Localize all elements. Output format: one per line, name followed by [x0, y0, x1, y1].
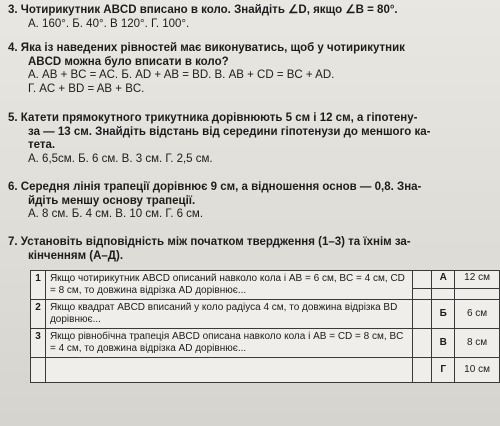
answer-value: 6 см: [455, 300, 500, 329]
problem-5-statement: [8, 112, 492, 153]
problem-text-line: Чотирикутник ABCD вписано в коло. Знайдіть ∠D, якщо ∠B = 80°.: [20, 4, 398, 16]
problem-3: [8, 4, 492, 31]
problem-4: [8, 42, 492, 96]
problem-number: 4.: [8, 42, 18, 54]
statement-number: 3: [31, 329, 46, 358]
problem-3-options: А. 160°. Б. 40°. В 120°. Г. 100°.: [28, 17, 190, 30]
problem-5-options: А. 6,5см. Б. 6 см. В. 3 см. Г. 2,5 см.: [28, 152, 213, 165]
statement-text: Якщо квадрат ABCD вписаний у коло радіуса 4 см, то довжина відрізка BD дорівнює...: [45, 300, 412, 329]
answer-letter: А: [432, 271, 455, 289]
table-row: [31, 358, 500, 383]
matching-table: [30, 270, 500, 383]
problem-number: 5.: [8, 112, 18, 124]
problem-number: 3.: [8, 4, 18, 16]
problem-text-line: Середня лінія трапеції дорівнює 9 см, а відношення основ — 0,8. Зна-: [20, 181, 422, 193]
problem-3-statement: [8, 4, 492, 18]
table-row: [31, 271, 500, 289]
problem-6-statement: [8, 181, 492, 208]
statement-text: Якщо чотирикутник ABCD описаний навколо кола і AB = 6 см, BC = 4 см, CD = 8 см, то довжина відрізка AD дорівнює...: [45, 271, 412, 300]
statement-number: 1: [31, 271, 46, 300]
problem-7-statement: [8, 236, 492, 263]
problem-5: [8, 112, 492, 166]
problem-text-line: за — 13 см. Знайдіть відстань від середини гіпотенузи до меншого ка-: [28, 125, 431, 138]
problem-6: [8, 181, 492, 222]
problem-text-line: кінченням (А–Д).: [28, 249, 124, 262]
problem-text-line: Яка із наведених рівностей має виконуватись, щоб у чотирикутник: [20, 42, 405, 54]
statement-number: 2: [31, 300, 46, 329]
answer-value: 10 см: [455, 358, 500, 383]
problem-text-line: ABCD можна було вписати в коло?: [28, 55, 229, 68]
problem-text-line: Установіть відповідність між початком твердження (1–3) та їхнім за-: [20, 236, 411, 248]
answer-value: 12 см: [455, 271, 500, 289]
answer-letter: В: [432, 329, 455, 358]
problem-4-statement: [8, 42, 492, 69]
problem-4-options: Г. AC + BD = AB + BC.: [28, 82, 145, 95]
problem-6-options: А. 8 см. Б. 4 см. В. 10 см. Г. 6 см.: [28, 208, 204, 220]
statement-text: Якщо рівнобічна трапеція ABCD описана навколо кола і AB = CD = 8 см, BC = 4 см, то довжина відрізка AD дорівнює...: [45, 329, 412, 358]
table-row: [31, 300, 500, 329]
problem-text-line: тета.: [28, 139, 56, 151]
answer-letter: Г: [432, 358, 455, 383]
problem-text-line: йдіть меншу основу трапеції.: [28, 194, 196, 207]
answer-value: 8 см: [455, 329, 500, 358]
problem-7: [8, 236, 492, 263]
problem-4-options: А. AB + BC = AC. Б. AD + AB = BD. В. AB + CD = BC + AD.: [28, 69, 335, 81]
problem-text-line: Катети прямокутного трикутника дорівнюють 5 см і 12 см, а гіпотену-: [20, 112, 418, 124]
answer-letter: Б: [432, 300, 455, 329]
problem-number: 7.: [8, 236, 18, 248]
problem-number: 6.: [8, 181, 18, 193]
table-row: [31, 329, 500, 358]
